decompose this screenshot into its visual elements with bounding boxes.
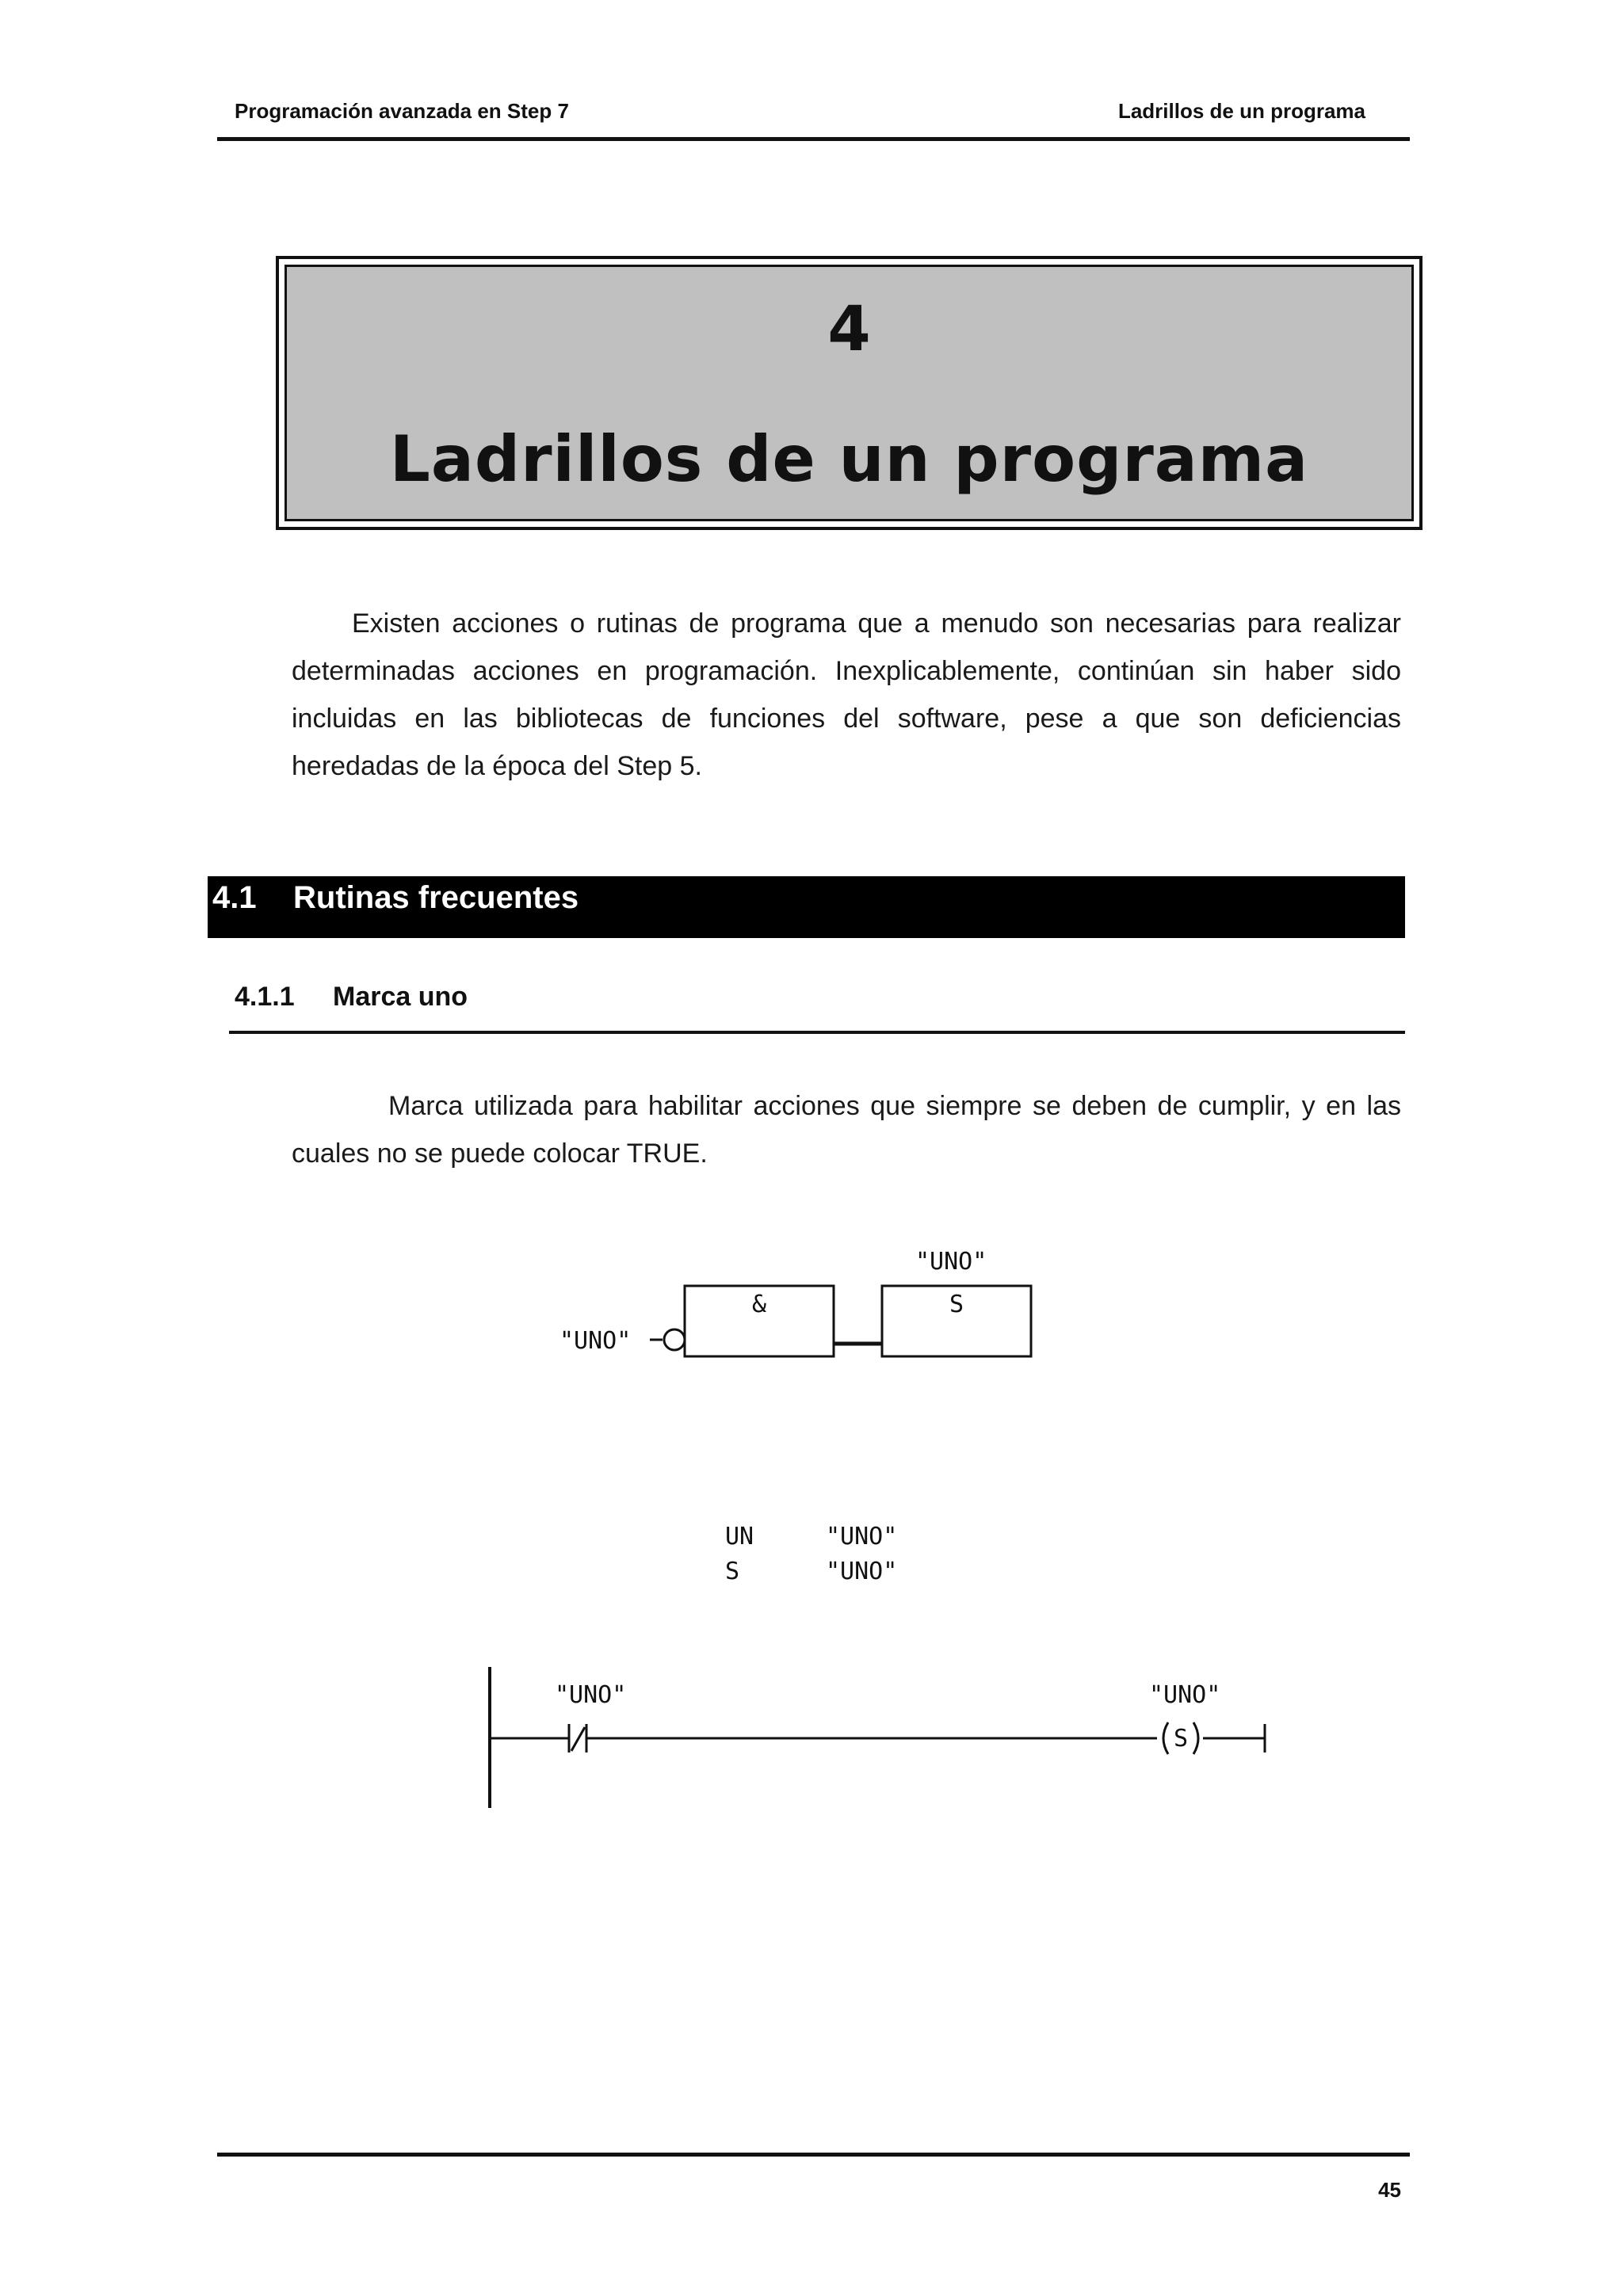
fup-and-label: & <box>751 1291 767 1318</box>
header-left-title: Programación avanzada en Step 7 <box>235 99 569 123</box>
stl-line-2-op: S <box>725 1558 740 1585</box>
kop-coil-label: "UNO" <box>1149 1681 1221 1709</box>
stl-line-1-operand: "UNO" <box>826 1523 898 1550</box>
kop-coil-symbol: S <box>1173 1725 1189 1753</box>
kop-contact-negation-slash <box>571 1727 585 1751</box>
intro-paragraph: Existen acciones o rutinas de programa que a menudo son necesarias para realizar determinadas acciones en programación. Inexplicablemente, continúan sin haber sido incluidas en las bibliotecas de funciones del software, pese a que son deficiencias heredadas de la época del Step 5. <box>292 608 1401 781</box>
kop-diagram <box>490 1667 1265 1808</box>
section-title: Rutinas frecuentes <box>293 880 579 915</box>
stl-line-2-operand: "UNO" <box>826 1558 898 1585</box>
fup-output-label: "UNO" <box>915 1248 987 1276</box>
page-number: 45 <box>1378 2178 1401 2202</box>
fup-negation-circle <box>664 1329 685 1350</box>
stl-line-1-op: UN <box>725 1523 754 1550</box>
kop-coil-left-arc <box>1163 1722 1168 1754</box>
fup-diagram <box>559 1248 1031 1356</box>
chapter-number: 4 <box>827 294 871 365</box>
kop-contact-label: "UNO" <box>555 1681 627 1709</box>
footer-rule <box>217 2153 1410 2157</box>
subsection-title: Marca uno <box>333 982 468 1012</box>
chapter-title: Ladrillos de un programa <box>389 422 1309 496</box>
subsection-number: 4.1.1 <box>235 982 295 1012</box>
fup-set-label: S <box>949 1291 964 1318</box>
fup-input-label: "UNO" <box>559 1327 632 1355</box>
kop-coil-right-arc <box>1193 1722 1198 1754</box>
header-right-title: Ladrillos de un programa <box>1117 99 1365 123</box>
subsection-paragraph: Marca utilizada para habilitar acciones que siempre se deben de cumplir, y en las cuales no se puede colocar TRUE. <box>292 1091 1401 1169</box>
section-number: 4.1 <box>212 880 257 915</box>
